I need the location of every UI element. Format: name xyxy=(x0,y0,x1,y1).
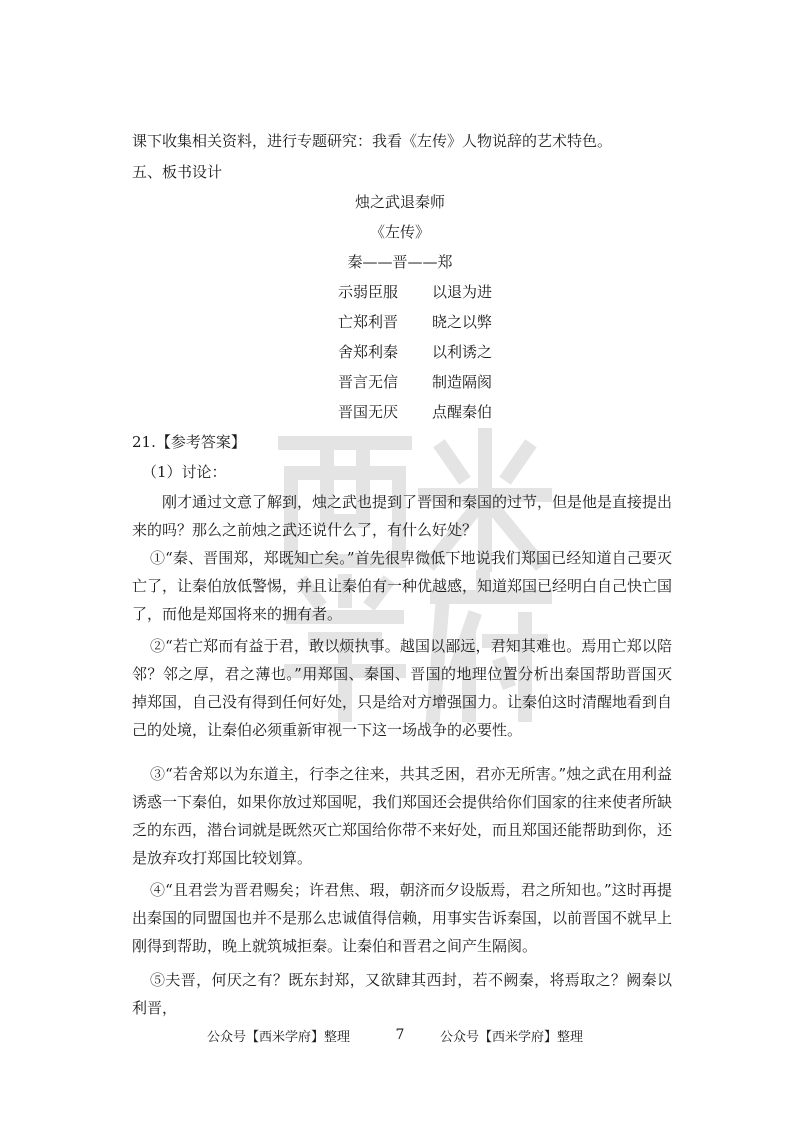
paragraph: ④“且君尝为晋君赐矣；许君焦、瑕，朝济而夕设版焉，君之所知也。”这时再提出秦国的同盟国也并不是那么忠诚值得信赖，用事实告诉秦国，以前晋国不就早上刚得到帮助，晚上就筑城拒秦。让秦伯和晋君之间产生隔阂。 xyxy=(132,881,673,955)
page-number: 7 xyxy=(395,1027,405,1043)
answer-heading: 21.【参考答案】 xyxy=(132,433,246,451)
intro-line: 课下收集相关资料，进行专题研究：我看《左传》人物说辞的艺术特色。 xyxy=(132,132,613,150)
paragraph: ①“秦、晋围郑，郑既知亡矣。”首先很卑微低下地说我们郑国已经知道自己要灭亡了，让秦伯放低警惕，并且让秦伯有一种优越感，知道郑国已经明白自己快亡国了，而他是郑国将来的拥有者。 xyxy=(132,549,673,623)
board-row xyxy=(338,312,492,332)
paragraph: 刚才通过文意了解到，烛之武也提到了晋国和秦国的过节，但是他是直接提出来的吗？那么之前烛之武还说什么了，有什么好处？ xyxy=(132,493,673,539)
board-source: 《左传》 xyxy=(369,223,430,241)
paragraph: ②“若亡郑而有益于君，敢以烦执事。越国以鄙远，君知其难也。焉用亡郑以陪邻？邻之厚，君之薄也。”用郑国、秦国、晋国的地理位置分析出秦国帮助晋国灭掉郑国，自己没有得到任何好处，只是给对方增强国力。让秦伯这时清醒地看到自己的处境，让秦伯必须重新审视一下这一场战争的必要性。 xyxy=(132,637,673,739)
board-relation: 秦——晋——郑 xyxy=(347,253,453,271)
discussion-label: （1）讨论： xyxy=(142,463,227,481)
board-row-left: 示弱臣服 xyxy=(338,283,399,301)
section-heading: 五、板书设计 xyxy=(132,163,223,181)
paragraph: ⑤夫晋，何厌之有？既东封郑，又欲肆其西封，若不阙秦，将焉取之？阙秦以利晋， xyxy=(132,971,672,1017)
board-row-right: 晓之以弊 xyxy=(432,313,493,331)
board-row xyxy=(338,282,492,302)
board-row-right: 制造隔阂 xyxy=(432,373,493,391)
board-title: 烛之武退秦师 xyxy=(354,193,445,211)
board-row xyxy=(338,342,492,362)
board-row-right: 以退为进 xyxy=(432,283,493,301)
board-row-left: 亡郑利晋 xyxy=(338,313,399,331)
footer-right: 公众号【西米学府】整理 xyxy=(440,1030,584,1045)
paragraph: ③“若舍郑以为东道主，行李之往来，共其乏困，君亦无所害。”烛之武在用利益诱惑一下秦伯，如果你放过郑国呢，我们郑国还会提供给你们国家的往来使者所缺乏的东西，潜台词就是既然灭亡郑国给你带不来好处，而且郑国还能帮助到你，还是放弃攻打郑国比较划算。 xyxy=(132,765,673,867)
board-row xyxy=(338,372,492,392)
board-row-right: 以利诱之 xyxy=(432,343,493,361)
board-row xyxy=(338,402,492,422)
board-row-left: 舍郑利秦 xyxy=(338,343,399,361)
board-row-left: 晋国无厌 xyxy=(338,403,399,421)
footer-left: 公众号【西米学府】整理 xyxy=(207,1030,351,1045)
board-row-right: 点醒秦伯 xyxy=(432,403,493,421)
board-row-left: 晋言无信 xyxy=(338,373,399,391)
